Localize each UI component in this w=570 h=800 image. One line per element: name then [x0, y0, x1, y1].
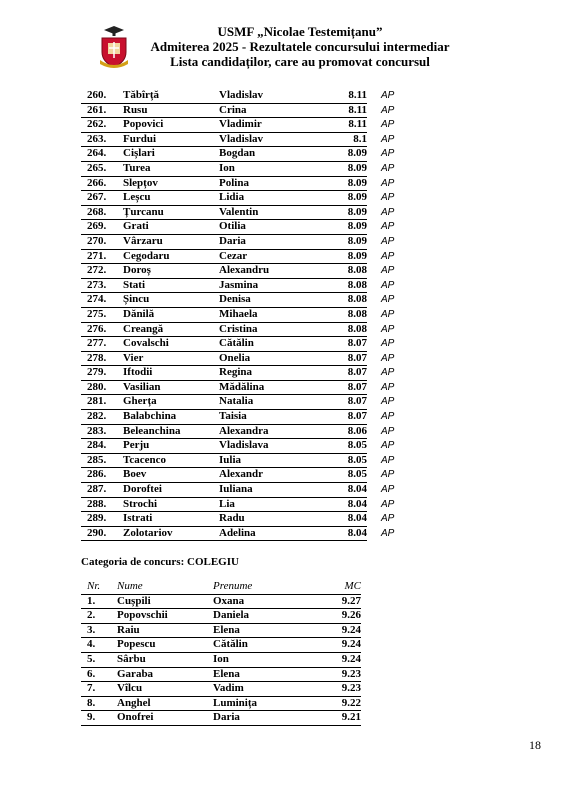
row-first-name: Cătălin: [213, 638, 331, 653]
row-number: 261.: [81, 103, 123, 118]
row-surname: Cișlari: [123, 147, 219, 162]
row-average-score: 8.05: [337, 439, 367, 454]
table-row: [81, 483, 394, 498]
row-surname: Tăbîrță: [123, 89, 219, 103]
header-list-title: Lista candidaților, care au promovat concursul: [170, 54, 430, 69]
table-row: [81, 322, 394, 337]
row-surname: Vier: [123, 351, 219, 366]
row-first-name: Elena: [213, 667, 331, 682]
row-surname: Vasilian: [123, 380, 219, 395]
row-status: AP: [381, 206, 395, 218]
row-average-score: 8.07: [337, 351, 367, 366]
row-first-name: Cristina: [219, 322, 337, 337]
row-number: 7.: [81, 682, 117, 697]
row-average-score: 8.09: [337, 176, 367, 191]
row-surname: Boev: [123, 468, 219, 483]
table-row: [81, 512, 394, 527]
row-number: 281.: [81, 395, 123, 410]
row-status: AP: [381, 90, 395, 102]
row-first-name: Daniela: [213, 609, 331, 624]
table-row: [81, 609, 361, 624]
row-first-name: Vladislav: [219, 132, 337, 147]
row-average-score: 8.07: [337, 337, 367, 352]
row-number: 287.: [81, 483, 123, 498]
row-first-name: Otilia: [219, 220, 337, 235]
row-surname: Stati: [123, 278, 219, 293]
row-average-score: 8.09: [337, 234, 367, 249]
row-first-name: Polina: [219, 176, 337, 191]
table-row: [81, 89, 394, 103]
table-row: [81, 176, 394, 191]
row-number: 8.: [81, 696, 117, 711]
row-average-score: 8.07: [337, 395, 367, 410]
row-status: AP: [381, 250, 395, 262]
row-surname: Onofrei: [117, 711, 213, 726]
row-status: AP: [381, 192, 395, 204]
row-status: AP: [381, 221, 395, 233]
row-number: 9.: [81, 711, 117, 726]
row-status: AP: [381, 527, 395, 539]
row-surname: Furdui: [123, 132, 219, 147]
row-first-name: Cătălin: [219, 337, 337, 352]
row-number: 288.: [81, 497, 123, 512]
row-number: 274.: [81, 293, 123, 308]
table-row: [81, 410, 394, 425]
row-surname: Popovici: [123, 118, 219, 133]
row-average-score: 8.11: [337, 103, 367, 118]
row-number: 277.: [81, 337, 123, 352]
row-status: AP: [381, 396, 395, 408]
row-status: AP: [381, 498, 395, 510]
row-first-name: Daria: [219, 234, 337, 249]
row-first-name: Adelina: [219, 526, 337, 541]
table-row: [81, 307, 394, 322]
row-first-name: Crina: [219, 103, 337, 118]
table-row: [81, 161, 394, 176]
row-average-score: 9.23: [331, 682, 361, 697]
row-number: 1.: [81, 594, 117, 609]
row-number: 268.: [81, 205, 123, 220]
row-first-name: Valentin: [219, 205, 337, 220]
row-status: AP: [381, 367, 395, 379]
row-status: AP: [381, 352, 395, 364]
row-number: 266.: [81, 176, 123, 191]
row-status: AP: [381, 484, 395, 496]
row-status: AP: [381, 425, 395, 437]
table-row: [81, 526, 394, 541]
row-surname: Anghel: [117, 696, 213, 711]
table-row: [81, 220, 394, 235]
row-first-name: Bogdan: [219, 147, 337, 162]
row-status: AP: [381, 104, 395, 116]
row-first-name: Iulia: [219, 453, 337, 468]
table-row: [81, 638, 361, 653]
row-average-score: 9.21: [331, 711, 361, 726]
row-number: 5.: [81, 652, 117, 667]
row-number: 275.: [81, 307, 123, 322]
row-number: 290.: [81, 526, 123, 541]
row-first-name: Vladislava: [219, 439, 337, 454]
row-average-score: 8.08: [337, 322, 367, 337]
table-row: [81, 696, 361, 711]
table-row: [81, 453, 394, 468]
header-mc: MC: [331, 580, 361, 594]
row-surname: Grati: [123, 220, 219, 235]
row-number: 289.: [81, 512, 123, 527]
row-surname: Gherța: [123, 395, 219, 410]
row-surname: Doroș: [123, 264, 219, 279]
row-status: AP: [381, 440, 395, 452]
table-row: [81, 278, 394, 293]
row-average-score: 8.09: [337, 205, 367, 220]
header-admission-title: Admiterea 2025 - Rezultatele concursului intermediar: [150, 39, 450, 54]
row-surname: Doroftei: [123, 483, 219, 498]
row-status: AP: [381, 411, 395, 423]
row-first-name: Regina: [219, 366, 337, 381]
table-row: [81, 293, 394, 308]
row-number: 269.: [81, 220, 123, 235]
row-status: AP: [381, 338, 395, 350]
row-average-score: 9.23: [331, 667, 361, 682]
row-first-name: Ion: [213, 652, 331, 667]
table-row: [81, 147, 394, 162]
row-surname: Strochi: [123, 497, 219, 512]
row-status: AP: [381, 235, 395, 247]
row-number: 279.: [81, 366, 123, 381]
row-average-score: 8.09: [337, 191, 367, 206]
row-average-score: 8.11: [337, 118, 367, 133]
row-surname: Perju: [123, 439, 219, 454]
row-average-score: 8.09: [337, 220, 367, 235]
table-header-row: [81, 580, 361, 594]
row-surname: Raiu: [117, 623, 213, 638]
row-first-name: Vladislav: [219, 89, 337, 103]
row-average-score: 9.24: [331, 623, 361, 638]
row-number: 263.: [81, 132, 123, 147]
row-surname: Cegodaru: [123, 249, 219, 264]
row-status: AP: [381, 279, 395, 291]
row-surname: Iftodii: [123, 366, 219, 381]
row-first-name: Alexandra: [219, 424, 337, 439]
row-first-name: Radu: [219, 512, 337, 527]
row-surname: Rusu: [123, 103, 219, 118]
row-average-score: 9.27: [331, 594, 361, 609]
row-number: 282.: [81, 410, 123, 425]
header-nr: Nr.: [81, 580, 117, 594]
row-number: 262.: [81, 118, 123, 133]
row-first-name: Mihaela: [219, 307, 337, 322]
row-average-score: 9.24: [331, 652, 361, 667]
row-status: AP: [381, 294, 395, 306]
table-row: [81, 366, 394, 381]
row-first-name: Jasmina: [219, 278, 337, 293]
row-surname: Balabchina: [123, 410, 219, 425]
table-row: [81, 652, 361, 667]
row-first-name: Alexandr: [219, 468, 337, 483]
row-number: 285.: [81, 453, 123, 468]
table-row: [81, 682, 361, 697]
row-number: 276.: [81, 322, 123, 337]
row-status: AP: [381, 148, 395, 160]
row-average-score: 8.09: [337, 147, 367, 162]
row-first-name: Ion: [219, 161, 337, 176]
document-header: [140, 24, 460, 69]
table-row: [81, 594, 361, 609]
table-row: [81, 191, 394, 206]
row-status: AP: [381, 162, 395, 174]
table-row: [81, 118, 394, 133]
row-number: 4.: [81, 638, 117, 653]
row-surname: Creangă: [123, 322, 219, 337]
table-row: [81, 249, 394, 264]
row-average-score: 8.04: [337, 526, 367, 541]
row-number: 2.: [81, 609, 117, 624]
row-first-name: Mădălina: [219, 380, 337, 395]
row-average-score: 8.07: [337, 366, 367, 381]
row-surname: Zolotariov: [123, 526, 219, 541]
row-surname: Istrati: [123, 512, 219, 527]
row-number: 284.: [81, 439, 123, 454]
row-surname: Dănilă: [123, 307, 219, 322]
row-average-score: 8.07: [337, 410, 367, 425]
table-row: [81, 380, 394, 395]
row-average-score: 8.11: [337, 89, 367, 103]
row-number: 283.: [81, 424, 123, 439]
row-average-score: 8.09: [337, 249, 367, 264]
row-number: 264.: [81, 147, 123, 162]
row-number: 267.: [81, 191, 123, 206]
row-number: 271.: [81, 249, 123, 264]
row-surname: Vîlcu: [117, 682, 213, 697]
row-number: 270.: [81, 234, 123, 249]
row-average-score: 8.04: [337, 497, 367, 512]
table-row: [81, 424, 394, 439]
row-number: 265.: [81, 161, 123, 176]
header-prenume: Prenume: [213, 580, 331, 594]
row-average-score: 8.09: [337, 161, 367, 176]
row-number: 280.: [81, 380, 123, 395]
row-average-score: 8.05: [337, 453, 367, 468]
table-row: [81, 439, 394, 454]
row-number: 278.: [81, 351, 123, 366]
table-row: [81, 132, 394, 147]
row-status: AP: [381, 381, 395, 393]
row-number: 260.: [81, 89, 123, 103]
row-surname: Garaba: [117, 667, 213, 682]
row-average-score: 8.08: [337, 293, 367, 308]
table-row: [81, 337, 394, 352]
row-average-score: 8.07: [337, 380, 367, 395]
row-first-name: Taisia: [219, 410, 337, 425]
row-status: AP: [381, 177, 395, 189]
header-institution: USMF „Nicolae Testemițanu”: [217, 24, 383, 39]
row-status: AP: [381, 513, 395, 525]
row-first-name: Lia: [219, 497, 337, 512]
row-average-score: 8.04: [337, 512, 367, 527]
row-first-name: Onelia: [219, 351, 337, 366]
row-status: AP: [381, 133, 395, 145]
row-first-name: Lidia: [219, 191, 337, 206]
row-average-score: 9.24: [331, 638, 361, 653]
row-surname: Turea: [123, 161, 219, 176]
row-average-score: 8.08: [337, 264, 367, 279]
row-first-name: Natalia: [219, 395, 337, 410]
row-number: 273.: [81, 278, 123, 293]
row-surname: Popovschii: [117, 609, 213, 624]
row-first-name: Cezar: [219, 249, 337, 264]
table-row: [81, 103, 394, 118]
category-label: Categoria de concurs: COLEGIU: [81, 556, 239, 568]
row-average-score: 8.08: [337, 307, 367, 322]
header-nume: Nume: [117, 580, 213, 594]
row-surname: Slepțov: [123, 176, 219, 191]
university-crest-icon: [97, 24, 131, 70]
row-surname: Leșcu: [123, 191, 219, 206]
row-average-score: 9.26: [331, 609, 361, 624]
row-first-name: Elena: [213, 623, 331, 638]
row-average-score: 8.06: [337, 424, 367, 439]
row-first-name: Vladimir: [219, 118, 337, 133]
row-number: 286.: [81, 468, 123, 483]
table-row: [81, 264, 394, 279]
row-average-score: 8.05: [337, 468, 367, 483]
row-first-name: Oxana: [213, 594, 331, 609]
row-surname: Popescu: [117, 638, 213, 653]
row-average-score: 8.08: [337, 278, 367, 293]
table-row: [81, 497, 394, 512]
college-candidates-table: [81, 580, 361, 726]
row-first-name: Denisa: [219, 293, 337, 308]
row-first-name: Vadim: [213, 682, 331, 697]
table-row: [81, 205, 394, 220]
row-surname: Șincu: [123, 293, 219, 308]
row-status: AP: [381, 308, 395, 320]
table-row: [81, 234, 394, 249]
table-row: [81, 395, 394, 410]
row-status: AP: [381, 454, 395, 466]
row-average-score: 9.22: [331, 696, 361, 711]
table-row: [81, 351, 394, 366]
row-status: AP: [381, 265, 395, 277]
row-surname: Vârzaru: [123, 234, 219, 249]
row-surname: Cușpili: [117, 594, 213, 609]
candidates-table: [81, 89, 394, 541]
row-surname: Tcacenco: [123, 453, 219, 468]
row-first-name: Iuliana: [219, 483, 337, 498]
row-number: 272.: [81, 264, 123, 279]
row-first-name: Alexandru: [219, 264, 337, 279]
table-row: [81, 667, 361, 682]
row-surname: Covalschi: [123, 337, 219, 352]
row-number: 6.: [81, 667, 117, 682]
row-average-score: 8.1: [337, 132, 367, 147]
page-number: 18: [529, 738, 541, 752]
table-row: [81, 623, 361, 638]
table-row: [81, 468, 394, 483]
row-number: 3.: [81, 623, 117, 638]
row-status: AP: [381, 119, 395, 131]
row-average-score: 8.04: [337, 483, 367, 498]
row-surname: Beleanchina: [123, 424, 219, 439]
row-status: AP: [381, 469, 395, 481]
row-first-name: Daria: [213, 711, 331, 726]
row-status: AP: [381, 323, 395, 335]
row-surname: Sârbu: [117, 652, 213, 667]
row-first-name: Luminița: [213, 696, 331, 711]
row-surname: Țurcanu: [123, 205, 219, 220]
table-row: [81, 711, 361, 726]
